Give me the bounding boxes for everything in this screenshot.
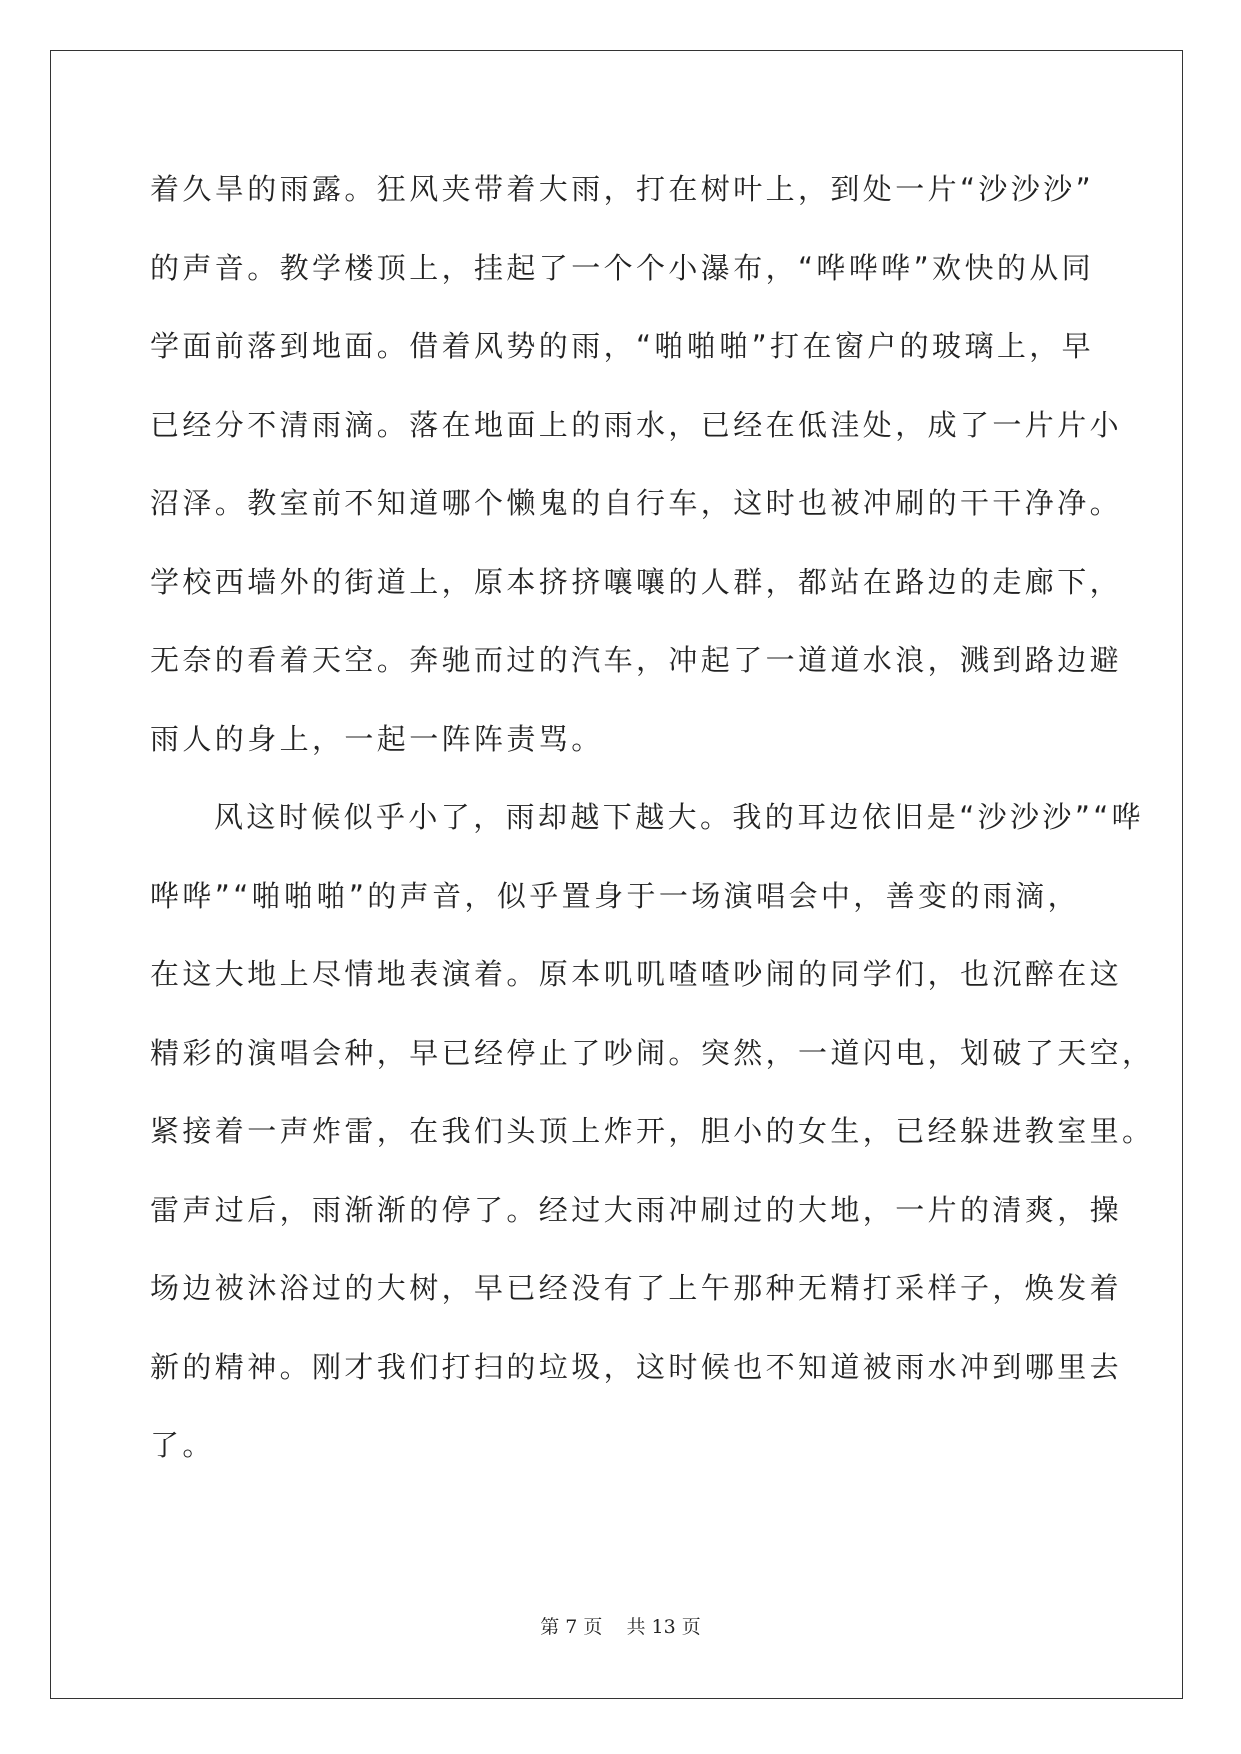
text-line: 雨人的身上，一起一阵阵责骂。 [150,721,604,756]
text-line: 新的精神。刚才我们打扫的垃圾，这时候也不知道被雨水冲到哪里去 [150,1349,1123,1384]
text-line: 在这大地上尽情地表演着。原本叽叽喳喳吵闹的同学们，也沉醉在这 [150,957,1123,991]
paragraph-start-line: 风这时候似乎小了，雨却越下越大。我的耳边依旧是“沙沙沙”“哗 [214,800,1145,834]
text-line: 学校西墙外的街道上，原本挤挤嚷嚷的人群，都站在路边的走廊下， [150,564,1123,599]
text-line: 了。 [150,1428,215,1462]
document-body [150,150,1155,1485]
text-line: 哗哗”“啪啪啪”的声音，似乎置身于一场演唱会中，善变的雨滴， [150,878,1081,913]
text-line: 无奈的看着天空。奔驰而过的汽车，冲起了一道道水浪，溅到路边避 [150,643,1123,677]
text-line: 的声音。教学楼顶上，挂起了一个个小瀑布，“哗哗哗”欢快的从同 [150,250,1095,285]
text-line: 学面前落到地面。借着风势的雨，“啪啪啪”打在窗户的玻璃上，早 [150,329,1095,363]
text-line: 沼泽。教室前不知道哪个懒鬼的自行车，这时也被冲刷的干干净净。 [150,486,1123,520]
text-line: 紧接着一声炸雷，在我们头顶上炸开，胆小的女生，已经躲进教室里。 [150,1114,1155,1148]
page-total: 共 13 页 [626,1616,701,1638]
page-number: 第 7 页 [540,1616,603,1638]
text-line: 着久旱的雨露。狂风夹带着大雨，打在树叶上，到处一片“沙沙沙” [150,172,1095,206]
text-line: 场边被沐浴过的大树，早已经没有了上午那种无精打采样子，焕发着 [150,1271,1123,1305]
text-line: 已经分不清雨滴。落在地面上的雨水，已经在低洼处，成了一片片小 [150,407,1123,442]
page-footer [0,1612,1241,1639]
text-line: 雷声过后，雨渐渐的停了。经过大雨冲刷过的大地，一片的清爽，操 [150,1192,1123,1227]
text-line: 精彩的演唱会种，早已经停止了吵闹。突然，一道闪电，划破了天空， [150,1035,1155,1070]
